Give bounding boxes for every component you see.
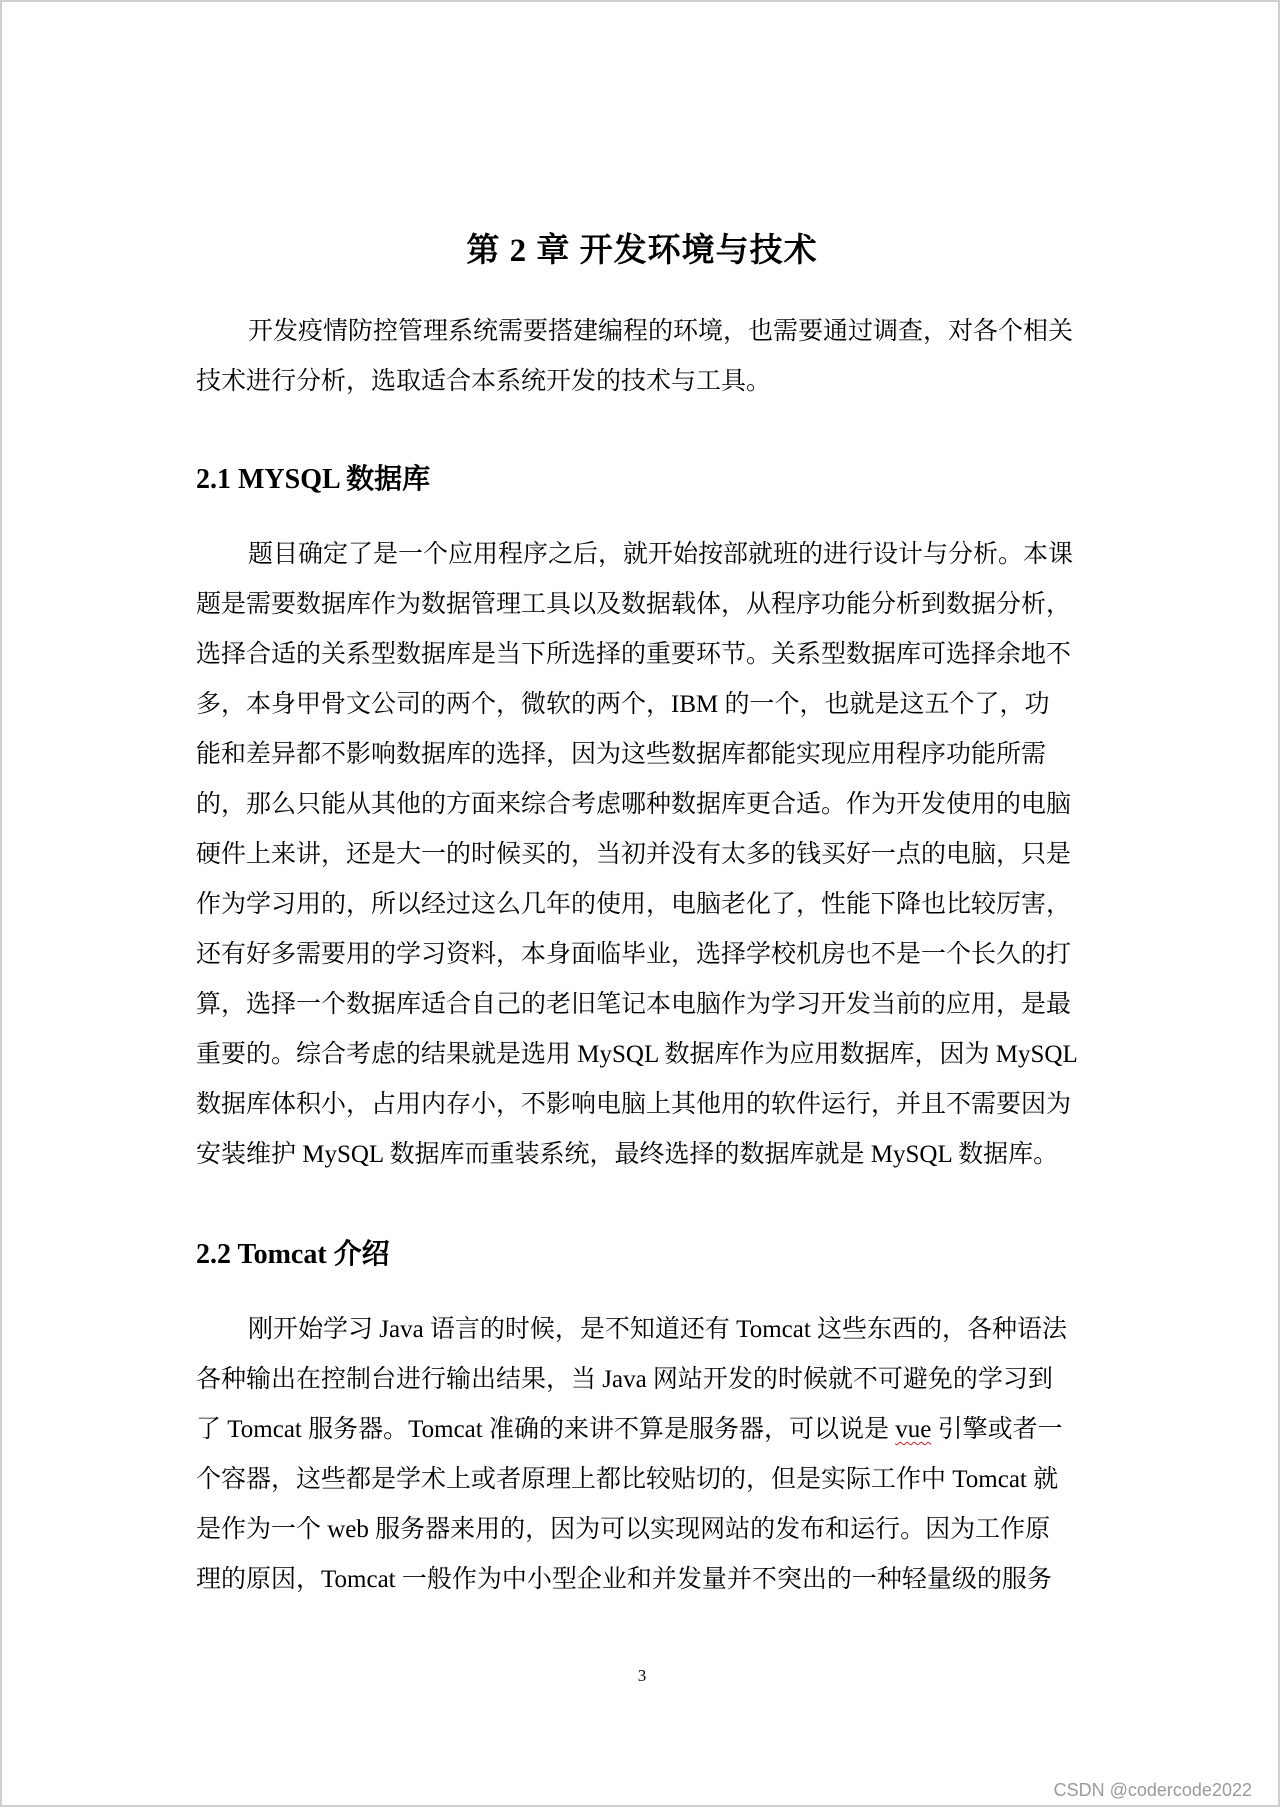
text-line: 是作为一个 web 服务器来用的，因为可以实现网站的发布和运行。因为工作原 (196, 1516, 1051, 1543)
text-line: 题目确定了是一个应用程序之后，就开始按部就班的进行设计与分析。本课 (248, 541, 1074, 568)
text-line: 重要的。综合考虑的结果就是选用 MySQL 数据库作为应用数据库，因为 MySQL (196, 1041, 1078, 1068)
text-segment: 了 Tomcat 服务器。Tomcat 准确的来讲不算是服务器，可以说是 (196, 1416, 896, 1443)
watermark: CSDN @codercode2022 (1053, 1780, 1252, 1800)
chapter-title: 第 2 章 开发环境与技术 (466, 233, 818, 269)
text-line: 的，那么只能从其他的方面来综合考虑哪种数据库更合适。作为开发使用的电脑 (196, 791, 1072, 818)
text-line: 硬件上来讲，还是大一的时候买的，当初并没有太多的钱买好一点的电脑，只是 (196, 841, 1072, 868)
text-segment: 引擎或者一 (931, 1416, 1063, 1443)
text-line: 开发疫情防控管理系统需要搭建编程的环境，也需要通过调查，对各个相关 (248, 318, 1074, 345)
section-heading-tomcat: 2.2 Tomcat 介绍 (196, 1239, 390, 1270)
text-line: 题是需要数据库作为数据管理工具以及数据载体，从程序功能分析到数据分析， (196, 591, 1072, 618)
text-line: 算，选择一个数据库适合自己的老旧笔记本电脑作为学习开发当前的应用，是最 (196, 991, 1072, 1018)
text-line: 理的原因，Tomcat 一般作为中小型企业和并发量并不突出的一种轻量级的服务 (196, 1566, 1052, 1593)
text-line: 刚开始学习 Java 语言的时候，是不知道还有 Tomcat 这些东西的，各种语法 (248, 1316, 1068, 1343)
mysql-paragraph (196, 530, 1086, 1180)
page-number: 3 (637, 1666, 647, 1685)
tomcat-paragraph (196, 1305, 1086, 1605)
text-line: 作为学习用的，所以经过这么几年的使用，电脑老化了，性能下降也比较厉害， (196, 891, 1072, 918)
text-line: 选择合适的关系型数据库是当下所选择的重要环节。关系型数据库可选择余地不 (196, 641, 1072, 668)
text-line: 能和差异都不影响数据库的选择，因为这些数据库都能实现应用程序功能所需 (196, 741, 1047, 768)
section-heading-mysql: 2.1 MYSQL 数据库 (196, 464, 431, 495)
text-line: 多，本身甲骨文公司的两个，微软的两个，IBM 的一个，也就是这五个了，功 (196, 691, 1050, 718)
intro-paragraph (196, 307, 1086, 407)
spellcheck-flagged-word[interactable]: vue (895, 1416, 932, 1443)
text-line: 还有好多需要用的学习资料，本身面临毕业，选择学校机房也不是一个长久的打 (196, 941, 1072, 968)
text-line (196, 1405, 1086, 1455)
text-line: 个容器，这些都是学术上或者原理上都比较贴切的，但是实际工作中 Tomcat 就 (196, 1466, 1059, 1493)
text-line: 安装维护 MySQL 数据库而重装系统，最终选择的数据库就是 MySQL 数据库。 (196, 1141, 1059, 1168)
text-line: 数据库体积小，占用内存小，不影响电脑上其他用的软件运行，并且不需要因为 (196, 1091, 1072, 1118)
text-line: 技术进行分析，选取适合本系统开发的技术与工具。 (196, 368, 772, 395)
text-line: 各种输出在控制台进行输出结果，当 Java 网站开发的时候就不可避免的学习到 (196, 1366, 1053, 1393)
